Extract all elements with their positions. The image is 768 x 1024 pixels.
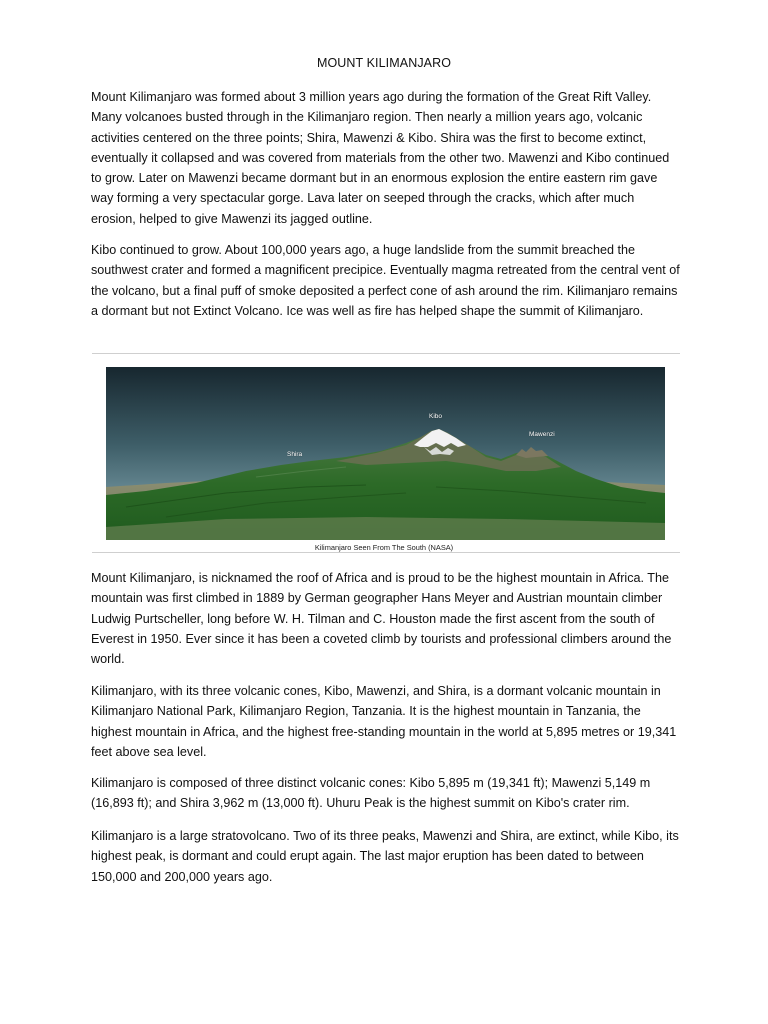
paragraph-cone-heights: Kilimanjaro is composed of three distinct volcanic cones: Kibo 5,895 m (19,341 ft); Mawenzi 5,149 m (16,893 ft); and Shira 3,962 m (13,000 ft). Uhuru Peak is the highest summit on Kibo's crater rim.: [91, 776, 651, 811]
divider-top: [92, 353, 680, 354]
mawenzi-label: Mawenzi: [529, 431, 555, 438]
document-title: MOUNT KILIMANJARO: [316, 56, 452, 70]
paragraph-roof-of-africa: Mount Kilimanjaro, is nicknamed the roof of Africa and is proud to be the highest mountain in Africa. The mountain was first climbed in 1889 by German geographer Hans Meyer and Austrian mountain climber Ludwig Purtscheller, long before W. H. Tilman and C. Houston made the first ascent from the south of Everest in 1950. Ever since it has been a coveted climb by tourists and professional climbers around the world.: [91, 571, 672, 667]
paragraph-kibo-growth: Kibo continued to grow. About 100,000 years ago, a huge landslide from the summit breached the southwest crater and formed a magnificent precipice. Eventually magma retreated from the central vent of the volcano, but a final puff of smoke deposited a perfect cone of ash around the rim. Kilimanjaro remains a dormant but not Extinct Volcano. Ice was well as fire has helped shape the summit of Kilimanjaro.: [91, 243, 680, 318]
paragraph-stratovolcano: Kilimanjaro is a large stratovolcano. Two of its three peaks, Mawenzi and Shira, are extinct, while Kibo, its highest peak, is dormant and could erupt again. The last major eruption has been dated to between 150,000 and 200,000 years ago.: [91, 829, 679, 884]
divider-bottom: [92, 552, 680, 553]
image-caption: Kilimanjaro Seen From The South (NASA): [314, 543, 454, 552]
mountain-illustration: [106, 367, 665, 540]
kilimanjaro-image: [106, 367, 665, 540]
paragraph-formation: Mount Kilimanjaro was formed about 3 million years ago during the formation of the Great Rift Valley. Many volcanoes busted through in the Kilimanjaro region. Then nearly a million years ago, volcanic activities centered on the three points; Shira, Mawenzi & Kibo. Shira was the first to become extinct, eventually it collapsed and was covered from materials from the other two. Mawenzi and Kibo continued to grow. Later on Mawenzi became dormant but in an enormous explosion the entire eastern rim gave way forming a very spectacular gorge. Lava later on seeped through the cracks, which after much erosion, helped to give Mawenzi its jagged outline.: [91, 90, 670, 226]
shira-label: Shira: [287, 451, 303, 458]
kibo-label: Kibo: [429, 413, 443, 420]
paragraph-three-cones: Kilimanjaro, with its three volcanic cones, Kibo, Mawenzi, and Shira, is a dormant volcanic mountain in Kilimanjaro National Park, Kilimanjaro Region, Tanzania. It is the highest mountain in Tanzania, the highest mountain in Africa, and the highest free-standing mountain in the world at 5,895 metres or 19,341 feet above sea level.: [91, 684, 677, 759]
